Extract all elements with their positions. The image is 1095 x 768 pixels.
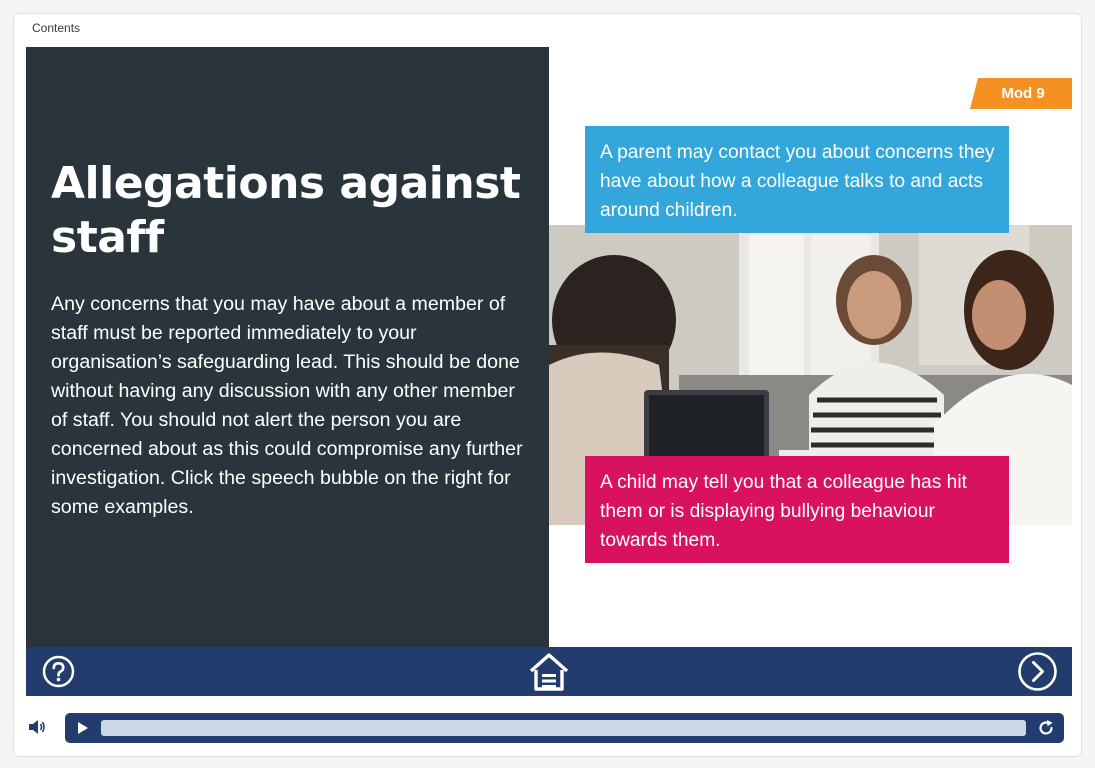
module-badge-label: Mod 9	[1001, 85, 1045, 102]
contents-link[interactable]: Contents	[32, 21, 81, 35]
module-badge	[970, 78, 1072, 109]
text-panel	[26, 47, 549, 647]
slide-body-text: Any concerns that you may have about a member of staff must be reported immediately to your organisation’s safeguarding lead. This should be done without having any discussion with any other member of staff. You should not alert the person you are concerned about as this could compromise any further investigation. Click the speech bubble on the right for some examples.	[51, 293, 523, 518]
help-icon[interactable]	[42, 655, 75, 688]
media-controls	[65, 713, 1064, 743]
speech-bubble-child[interactable]: A child may tell you that a colleague has hit them or is displaying bullying behaviour towards them.	[585, 456, 1009, 563]
home-icon[interactable]	[528, 652, 570, 692]
replay-icon[interactable]	[1037, 719, 1055, 737]
next-icon[interactable]	[1017, 651, 1058, 692]
slide-title: Allegations against staff	[51, 158, 521, 263]
speech-bubble-parent[interactable]: A parent may contact you about concerns they have about how a colleague talks to and acts around children.	[585, 126, 1009, 233]
volume-icon[interactable]	[28, 719, 46, 735]
seek-bar[interactable]	[101, 720, 1026, 736]
play-icon[interactable]	[76, 721, 90, 735]
course-player	[13, 13, 1082, 757]
nav-bar	[26, 647, 1072, 696]
